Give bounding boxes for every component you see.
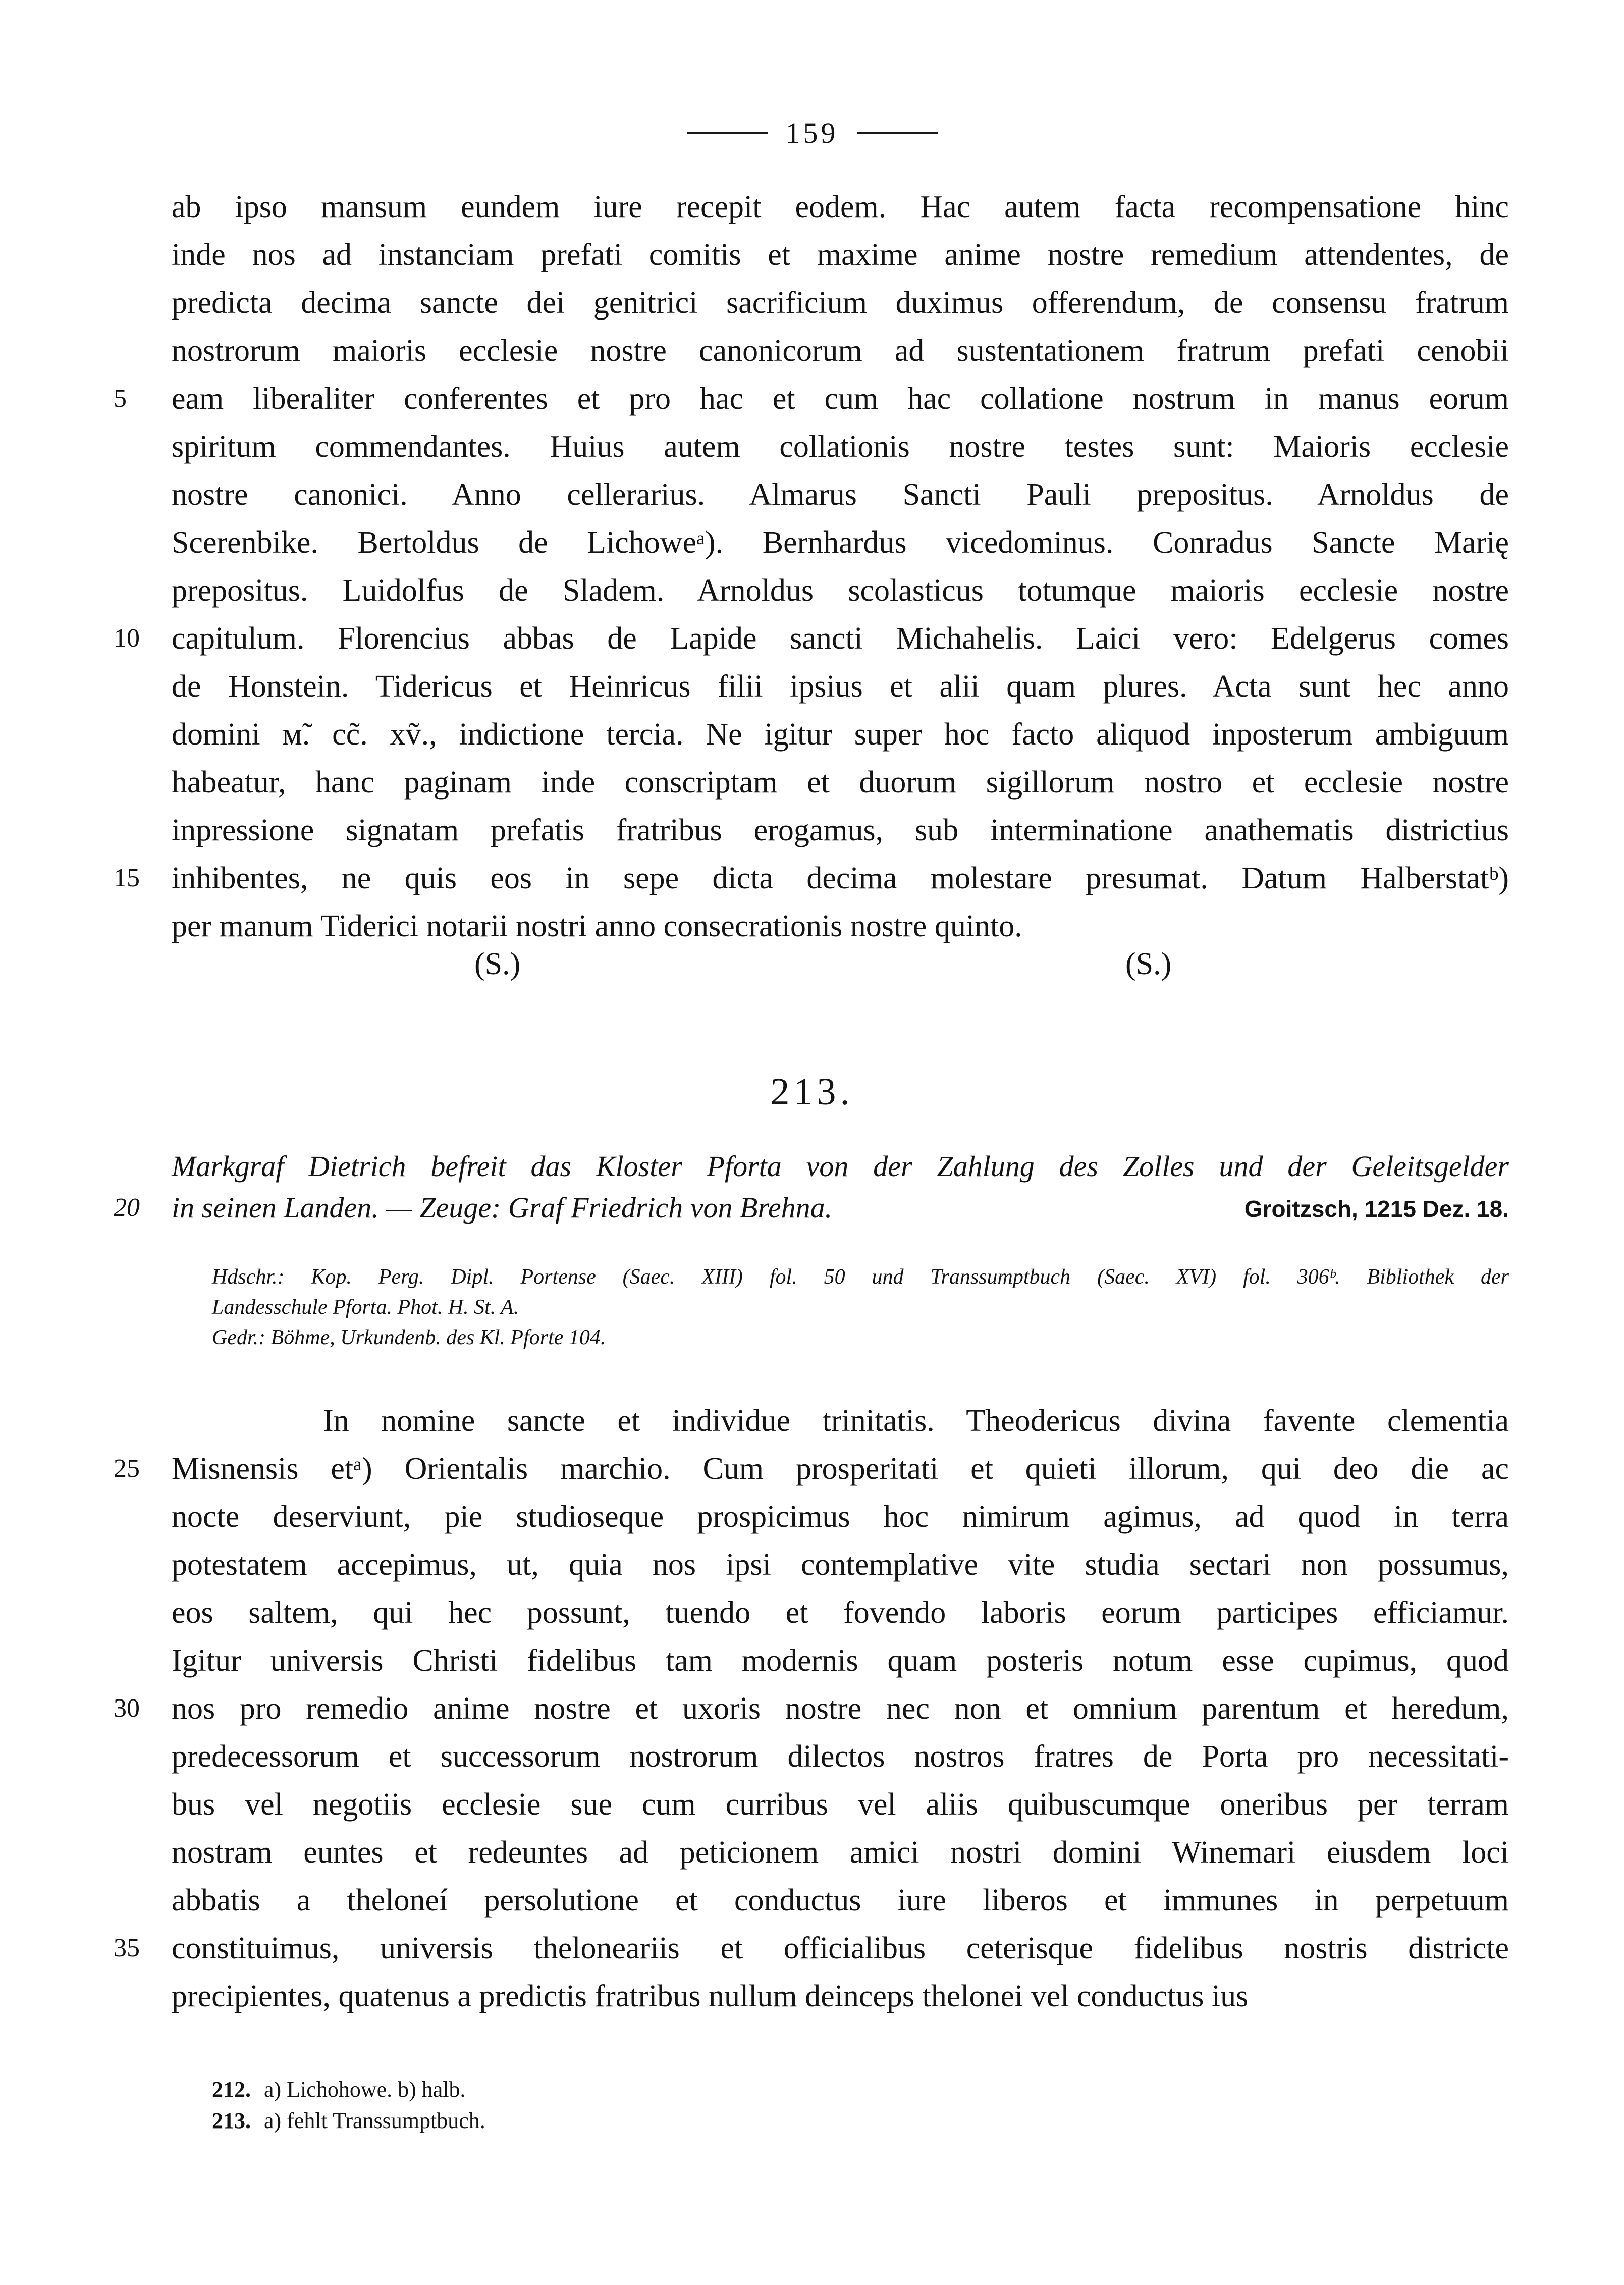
text-line: [114, 1686, 1509, 1731]
line-text: spiritum commendantes. Huius autem collationis nostre testes sunt: Maioris ecclesie: [172, 430, 1509, 464]
text-line: [172, 904, 1509, 949]
text-line: [172, 184, 1509, 230]
source-line: Gedr.: Böhme, Urkundenb. des Kl. Pforte 104.: [212, 1326, 606, 1349]
line-text: predecessorum et successorum nostrorum dilectos nostros fratres de Porta pro necessitati-: [172, 1739, 1509, 1774]
line-text: bus vel negotiis ecclesie sue cum curribus vel aliis quibuscumque oneribus per terram: [172, 1787, 1509, 1822]
footnote-text: a) fehlt Transsumptbuch.: [264, 2108, 485, 2133]
line-number: 15: [114, 864, 140, 892]
page-number: 159: [785, 116, 839, 149]
footnote: [212, 2106, 485, 2136]
footnote-text: a) Lichohowe. b) halb.: [264, 2077, 466, 2102]
text-line: [172, 1830, 1509, 1875]
page-header: [0, 115, 1624, 150]
line-text: abbatis a theloneí persolutione et conductus iure liberos et immunes in perpetuum: [172, 1883, 1509, 1918]
line-text: nostre canonici. Anno cellerarius. Almarus Sancti Pauli prepositus. Arnoldus de: [172, 477, 1509, 512]
text-line: [114, 616, 1509, 661]
place-date: Groitzsch, 1215 Dez. 18.: [1244, 1196, 1509, 1222]
text-line: [172, 1398, 1509, 1444]
line-number: 5: [114, 384, 127, 413]
footnote: [212, 2075, 466, 2105]
header-rule-right: [857, 132, 938, 134]
line-text: prepositus. Luidolfus de Sladem. Arnoldus scolasticus totumque maioris ecclesie nostre: [172, 573, 1509, 608]
text-line: [172, 520, 1509, 565]
text-line: [172, 1494, 1509, 1539]
text-line: [114, 1926, 1509, 1971]
regest-line: [114, 1187, 833, 1229]
seal-mark-left: (S.): [474, 947, 521, 981]
seals: [0, 946, 1624, 997]
line-number: 35: [114, 1934, 140, 1962]
line-text: In nomine sancte et individue trinitatis. Theodericus divina favente clementia: [323, 1404, 1509, 1438]
text-line: [172, 1974, 1509, 2019]
text-line: [172, 1638, 1509, 1683]
line-number: 20: [114, 1193, 140, 1222]
line-text: inde nos ad instanciam prefati comitis et maxime anime nostre remedium attendentes, de: [172, 238, 1509, 272]
text-line: [172, 1734, 1509, 1779]
line-text: domini ᴍ̃. cc̃. xṽ., indictione tercia. Ne igitur super hoc facto aliquod inposterum ambiguum: [172, 717, 1509, 752]
line-text: Misnensis etᵃ) Orientalis marchio. Cum prosperitati et quieti illorum, qui deo die ac: [172, 1452, 1509, 1486]
line-text: nos pro remedio anime nostre et uxoris nostre nec non et omnium parentum et heredum,: [172, 1691, 1509, 1726]
text-line: [114, 1446, 1509, 1492]
text-line: [172, 1878, 1509, 1923]
text-line: [172, 568, 1509, 613]
text-line: [114, 856, 1509, 901]
text-line: [114, 376, 1509, 421]
text-line: [172, 232, 1509, 278]
line-text: per manum Tiderici notarii nostri anno consecrationis nostre quinto.: [172, 909, 1022, 943]
text-line: [172, 328, 1509, 374]
line-text: de Honstein. Tidericus et Heinricus filii ipsius et alii quam plures. Acta sunt hec anno: [172, 669, 1509, 704]
source-line: Hdschr.: Kop. Perg. Dipl. Portense (Saec. XIII) fol. 50 und Transsumptbuch (Saec. XVI) fol. 306ᵇ. Bibliothek der: [212, 1265, 1509, 1289]
text-line: [172, 1782, 1509, 1827]
text-line: [172, 472, 1509, 517]
header-rule-left: [687, 132, 768, 134]
line-text: nostrorum maioris ecclesie nostre canonicorum ad sustentationem fratrum prefati cenobii: [172, 334, 1509, 368]
text-line: [172, 712, 1509, 757]
line-text: precipientes, quatenus a predictis fratribus nullum deinceps thelonei vel conductus ius: [172, 1979, 1249, 2013]
text-line: [172, 424, 1509, 469]
regest-line: Markgraf Dietrich befreit das Kloster Pforta von der Zahlung des Zolles und der Geleitsgelder: [172, 1150, 1509, 1183]
line-text: nocte deserviunt, pie studioseque prospicimus hoc nimirum agimus, ad quod in terra: [172, 1500, 1509, 1534]
line-text: ab ipso mansum eundem iure recepit eodem. Hac autem facta recompensatione hinc: [172, 190, 1509, 224]
line-text: potestatem accepimus, ut, quia nos ipsi contemplative vite studia sectari non possumus,: [172, 1548, 1509, 1582]
seal-mark-right: (S.): [1125, 947, 1172, 981]
line-text: Igitur universis Christi fidelibus tam modernis quam posteris notum esse cupimus, quod: [172, 1643, 1509, 1678]
line-number: 10: [114, 624, 140, 653]
line-number: 25: [114, 1454, 140, 1483]
line-text: constituimus, universis theloneariis et officialibus ceterisque fidelibus nostris districte: [172, 1931, 1509, 1965]
text-line: [172, 760, 1509, 805]
source-line: Landesschule Pforta. Phot. H. St. A.: [212, 1296, 519, 1319]
line-text: eos saltem, qui hec possunt, tuendo et fovendo laboris eorum participes efficiamur.: [172, 1596, 1509, 1630]
line-text: predicta decima sancte dei genitrici sacrificium duximus offerendum, de consensu fratrum: [172, 286, 1509, 320]
text-line: [172, 664, 1509, 709]
line-text: inpressione signatam prefatis fratribus erogamus, sub interminatione anathematis districtius: [172, 813, 1509, 847]
line-number: 30: [114, 1694, 140, 1723]
text-line: [172, 1590, 1509, 1635]
line-text: habeatur, hanc paginam inde conscriptam et duorum sigillorum nostro et ecclesie nostre: [172, 765, 1509, 800]
line-text: capitulum. Florencius abbas de Lapide sancti Michahelis. Laici vero: Edelgerus comes: [172, 621, 1509, 656]
regest-text: in seinen Landen. — Zeuge: Graf Friedrich von Brehna.: [172, 1191, 833, 1224]
text-line: [172, 280, 1509, 326]
line-text: nostram euntes et redeuntes ad peticionem amici nostri domini Winemari eiusdem loci: [172, 1835, 1509, 1870]
footnote-label: 212.: [212, 2077, 251, 2102]
text-line: [172, 1542, 1509, 1587]
line-text: Scerenbike. Bertoldus de Lichoweᵃ). Bernhardus vicedominus. Conradus Sancte Marię: [172, 525, 1509, 560]
line-text: inhibentes, ne quis eos in sepe dicta decima molestare presumat. Datum Halberstatᵇ): [172, 861, 1509, 895]
text-line: [172, 808, 1509, 853]
document-number: 213.: [770, 1071, 854, 1113]
line-text: eam liberaliter conferentes et pro hac et cum hac collatione nostrum in manus eorum: [172, 382, 1509, 416]
footnote-label: 213.: [212, 2108, 251, 2133]
